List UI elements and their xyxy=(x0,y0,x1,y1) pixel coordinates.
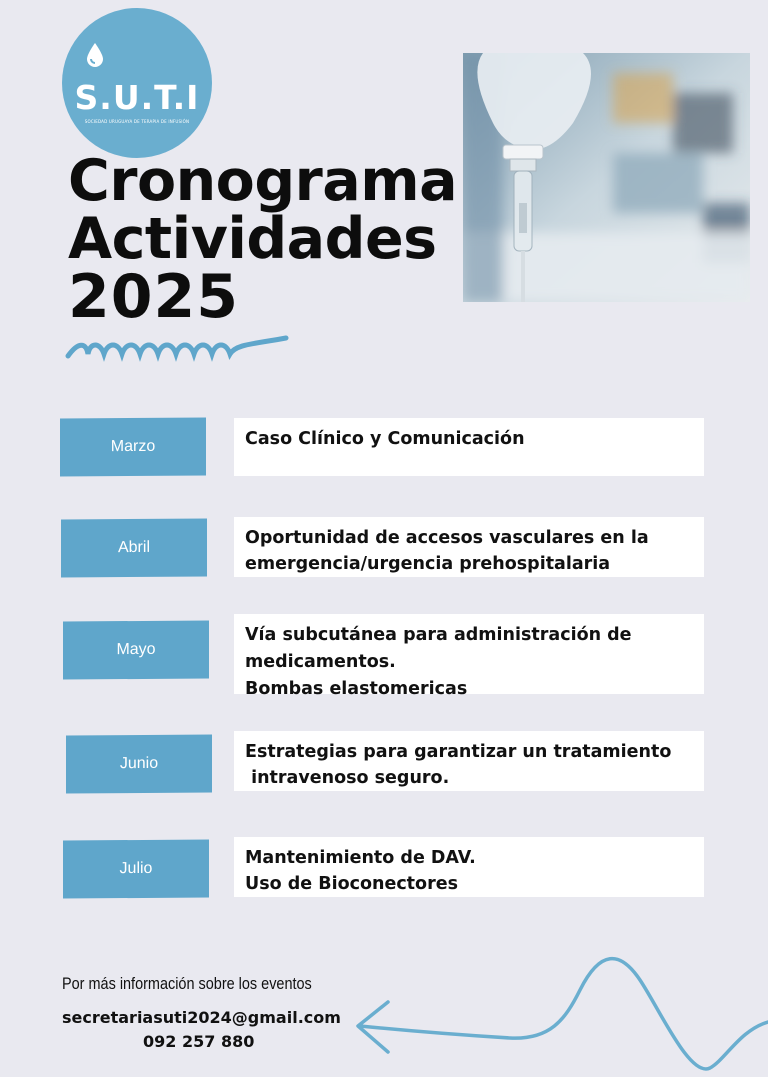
drop-icon xyxy=(86,42,104,68)
logo-subtitle: SOCIEDAD URUGUAYA DE TERAPIA DE INFUSIÓN xyxy=(84,119,190,124)
activity-mayo xyxy=(234,614,704,699)
activity-line: intravenoso seguro. xyxy=(245,768,450,788)
activity-line: Vía subcutánea para administración de xyxy=(245,625,632,645)
suti-logo xyxy=(62,8,212,158)
activity-line: Oportunidad de accesos vasculares en la xyxy=(245,528,649,548)
arrow-decoration xyxy=(340,950,768,1077)
month-tab-julio: Julio xyxy=(63,839,209,898)
info-label: Por más información sobre los eventos xyxy=(62,974,312,993)
activity-line: Caso Clínico y Comunicación xyxy=(245,429,525,449)
activity-julio xyxy=(234,837,704,897)
page-title xyxy=(68,148,458,332)
month-tab-abril: Abril xyxy=(61,518,207,577)
activity-line: medicamentos. xyxy=(245,652,396,672)
logo-brand: S.U.T.I xyxy=(74,78,200,117)
activity-marzo xyxy=(234,418,704,476)
activity-line: Estrategias para garantizar un tratamiento xyxy=(245,742,672,762)
activity-line: emergencia/urgencia prehospitalaria xyxy=(245,554,611,574)
iv-bag-photo xyxy=(463,53,750,302)
month-tab-junio: Junio xyxy=(66,734,212,793)
activity-junio xyxy=(234,731,704,791)
activity-line: Uso de Bioconectores xyxy=(245,874,458,894)
title-year: 2025 xyxy=(68,262,239,332)
contact-phone[interactable]: 092 257 880 xyxy=(143,1032,255,1051)
activity-line: Mantenimiento de DAV. xyxy=(245,848,476,868)
activity-abril xyxy=(234,517,704,577)
contact-email[interactable]: secretariasuti2024@gmail.com xyxy=(62,1008,341,1027)
squiggle-decoration xyxy=(64,334,294,362)
title-line-1: Cronograma xyxy=(68,148,458,214)
month-tab-marzo: Marzo xyxy=(60,417,206,476)
activity-line: Bombas elastomericas xyxy=(245,679,468,699)
title-line-2: Actividades xyxy=(68,206,437,272)
month-tab-mayo: Mayo xyxy=(63,620,209,679)
